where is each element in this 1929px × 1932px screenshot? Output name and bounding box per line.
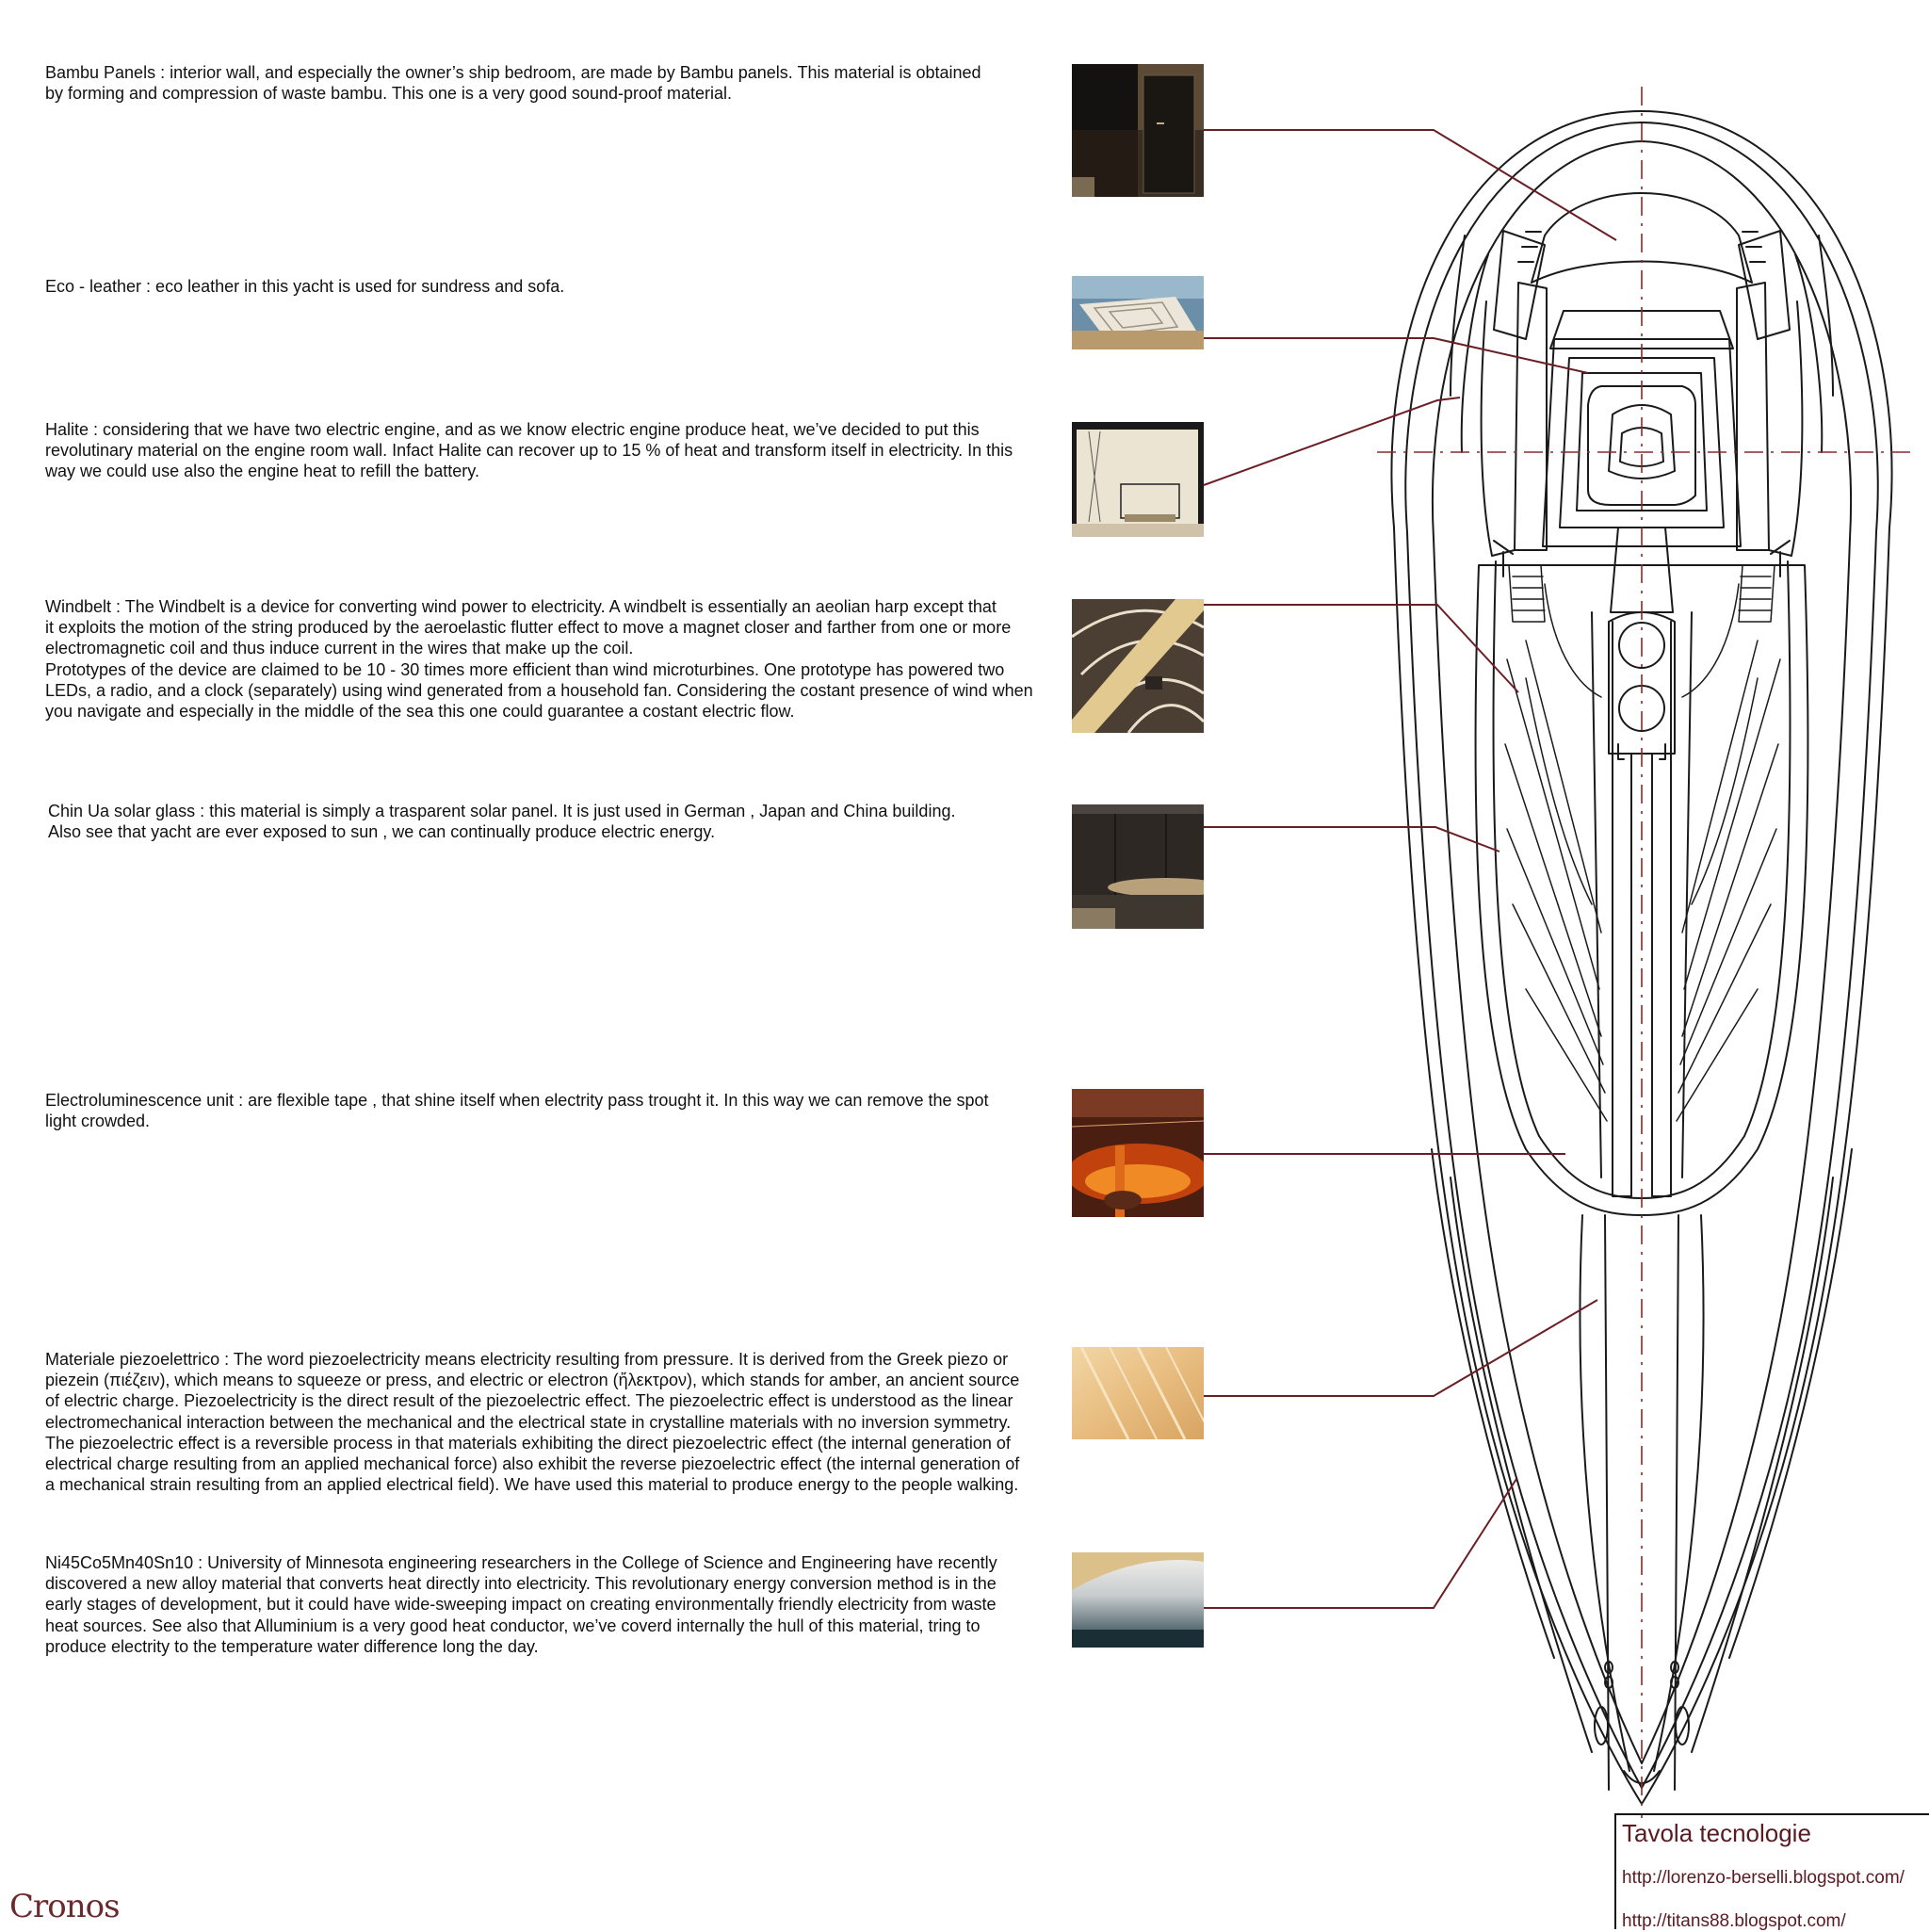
sheet-title: Tavola tecnologie — [1622, 1819, 1811, 1847]
alloy-description: Ni45Co5Mn40Sn10 : University of Minnesota engineering researchers in the College of Science and Engineering have recently discovered a new alloy material that converts heat directly into electricity. This revolutionary energy conversion method is in the early stages of development, but it could have wide-sweeping impact on creating environmentally friendly electricity from waste heat sources. See also that Alluminium is a very good heat conductor, we’ve coverd internally the hull of this material, tring to produce electrity to the temperature water difference long the day. — [45, 1553, 997, 1656]
blog-link-lorenzo[interactable]: http://lorenzo-berselli.blogspot.com/ — [1622, 1868, 1905, 1888]
piezo-description: Materiale piezoelettrico : The word piezoelectricity means electricity resulting from pressure. It is derived from the Greek piezo or piezein (πιέζειν), which means to squeeze or press, and electric or electron (ἤλεκτρον), which stands for amber, an ancient source of electric charge. Piezoelectricity is the direct result of the piezoelectric effect. The piezoelectric effect is understood as the linear electromechanical interaction between the mechanical and the electrical state in crystalline materials with no inversion symmetry. The piezoelectric effect is a reversible process in that materials exhibiting the direct piezoelectric effect (the internal generation of electrical charge resulting from an applied mechanical force) also exhibit the reverse piezoelectric effect (the internal generation of a mechanical strain resulting from an applied electrical field). We have used this material to produce energy to the people walking. — [45, 1350, 1020, 1495]
leader-lines — [1204, 130, 1616, 1608]
blog-link-titans[interactable]: http://titans88.blogspot.com/ — [1622, 1911, 1846, 1931]
solar-glass-description: Chin Ua solar glass : this material is simply a trasparent solar panel. It is just used in German , Japan and China building. Also see that yacht are ever exposed to sun , we can continually produce electric energy. — [48, 802, 956, 842]
cronos-logo: Cronos — [9, 1888, 120, 1925]
electroluminescence-description: Electroluminescence unit : are flexible tape , that shine itself when electrity pass trought it. In this way we can remove the spot light crowded. — [45, 1091, 989, 1131]
eco-leather-description: Eco - leather : eco leather in this yacht is used for sundress and sofa. — [45, 277, 565, 296]
windbelt-description: Windbelt : The Windbelt is a device for converting wind power to electricity. A windbelt is essentially an aeolian harp except that it exploits the motion of the string produced by the aeroelastic flutter effect to move a magnet closer and farther from one or more electromagnetic coil and thus induce current in the wires that make up the coil. Prototypes of the device are claimed to be 10 - 30 times more efficient than wind microturbines. One prototype has powered two LEDs, a radio, and a clock (separately) using wind generated from a household fan. Considering the costant presence of wind when you navigate and especially in the middle of the sea this one could guarantee a costant electric flow. — [45, 597, 1033, 722]
title-block — [1614, 1813, 1929, 1929]
halite-description: Halite : considering that we have two electric engine, and as we know electric engine produce heat, we’ve decided to put this revolutinary material on the engine room wall. Infact Halite can recover up to 15 % of heat and transform itself in electricity. In this way we could use also the engine heat to refill the battery. — [45, 420, 1013, 481]
bambu-description: Bambu Panels : interior wall, and especially the owner’s ship bedroom, are made by Bambu panels. This material is obtained by forming and compression of waste bambu. This one is a very good sound-proof material. — [45, 63, 981, 104]
deck-ribs — [1505, 641, 1780, 1121]
